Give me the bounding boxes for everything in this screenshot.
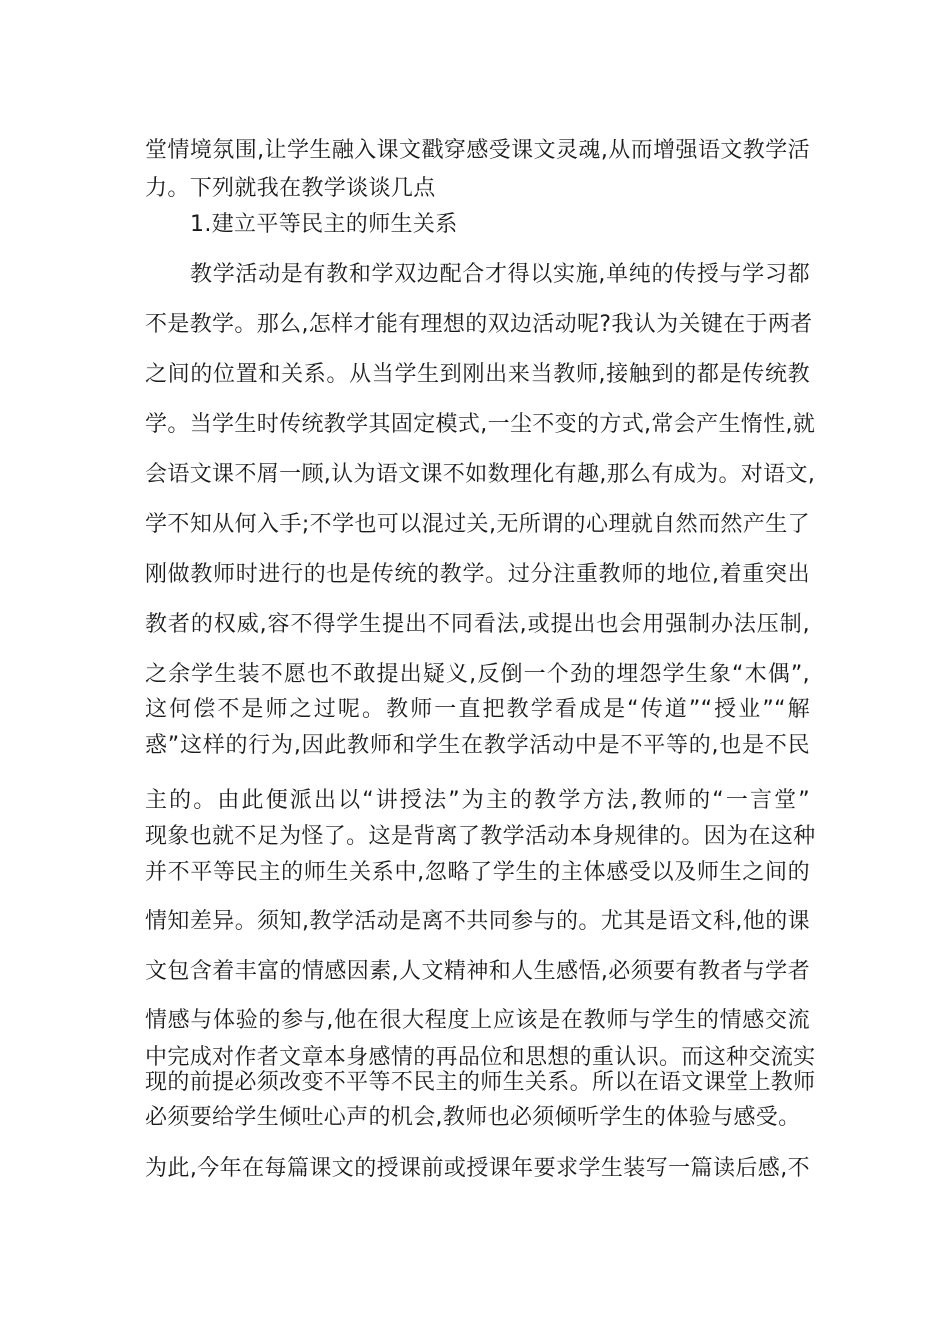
text-line: 力。下列就我在教学谈谈几点 [145,176,436,201]
section-heading: 1.建立平等民主的师生关系 [190,212,458,237]
text-line: 之余学生装不愿也不敢提出疑义,反倒一个劲的埋怨学生象“木偶”, [145,662,810,687]
text-line: 必须要给学生倾吐心声的机会,教师也必须倾听学生的体验与感受。 [145,1105,801,1130]
text-line: 中完成对作者文章本身感情的再品位和思想的重认识。而这种交流实 [145,1045,816,1070]
text-line: 会语文课不屑一顾,认为语文课不如数理化有趣,那么有成为。对语文, [145,462,816,487]
text-line: 惑”这样的行为,因此教师和学生在教学活动中是不平等的,也是不民 [145,733,810,758]
text-line: 刚做教师时进行的也是传统的教学。过分注重教师的地位,着重突出 [145,562,810,587]
text-line: 之间的位置和关系。从当学生到刚出来当教师,接触到的都是传统教 [145,362,810,387]
text-line: 并不平等民主的师生关系中,忽略了学生的主体感受以及师生之间的 [145,860,810,885]
text-line: 主的。由此便派出以“讲授法”为主的教学方法,教师的“一言堂” [145,788,810,813]
text-line: 为此,今年在每篇课文的授课前或授课年要求学生装写一篇读后感,不 [145,1156,810,1181]
text-line: 堂情境氛围,让学生融入课文戳穿感受课文灵魂,从而增强语文教学活 [145,138,810,163]
text-line: 教学活动是有教和学双边配合才得以实施,单纯的传授与学习都 [190,262,810,287]
text-line: 不是教学。那么,怎样才能有理想的双边活动呢?我认为关键在于两者 [145,312,813,337]
text-line: 情感与体验的参与,他在很大程度上应该是在教师与学生的情感交流 [145,1008,810,1033]
text-line: 情知差异。须知,教学活动是离不共同参与的。尤其是语文科,他的课 [145,909,810,934]
text-line: 教者的权威,容不得学生提出不同看法,或提出也会用强制办法压制, [145,612,810,637]
text-line: 学不知从何入手;不学也可以混过关,无所谓的心理就自然而然产生了 [145,512,810,537]
text-line: 文包含着丰富的情感因素,人文精神和人生感悟,必须要有教者与学者 [145,959,810,984]
text-line: 现的前提必须改变不平等不民主的师生关系。所以在语文课堂上教师 [145,1070,816,1095]
text-line: 现象也就不足为怪了。这是背离了教学活动本身规律的。因为在这种 [145,824,816,849]
text-line: 学。当学生时传统教学其固定模式,一尘不变的方式,常会产生惰性,就 [145,412,816,437]
text-line: 这何偿不是师之过呢。教师一直把教学看成是“传道”“授业”“解 [145,697,810,722]
